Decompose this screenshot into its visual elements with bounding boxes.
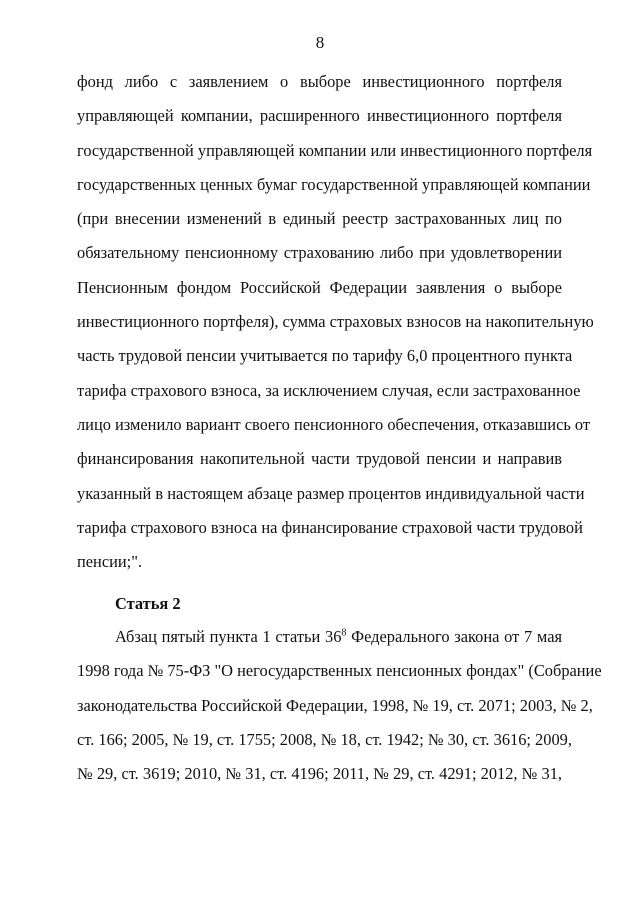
text-line: лицо изменило вариант своего пенсионного обеспечения, отказавшись от <box>77 414 591 434</box>
text-line: фонд либо с заявлением о выборе инвестиционного портфеля <box>77 72 562 91</box>
text-line: инвестиционного портфеля), сумма страховых взносов на накопительную <box>77 312 594 332</box>
text-line: часть трудовой пенсии учитывается по тарифу 6,0 процентного пункта <box>77 346 573 366</box>
text-line: указанный в настоящем абзаце размер процентов индивидуальной части <box>77 483 585 503</box>
paragraph-2 <box>77 620 602 791</box>
text-line: 1998 года № 75-ФЗ "О негосударственных пенсионных фондах" (Собрание <box>77 661 602 681</box>
text-line: Пенсионным фондом Российской Федерации заявления о выборе <box>77 277 562 297</box>
text-line: ст. 166; 2005, № 19, ст. 1755; 2008, № 18, ст. 1942; № 30, ст. 3616; 2009, <box>77 729 572 749</box>
paragraph-1 <box>77 65 594 579</box>
superscript: 8 <box>341 627 347 639</box>
text-line: государственных ценных бумаг государственной управляющей компании <box>77 174 591 194</box>
text-line: тарифа страхового взноса, за исключением случая, если застрахованное <box>77 380 581 400</box>
article-heading: Статья 2 <box>115 594 181 613</box>
text-line: государственной управляющей компании или инвестиционного портфеля <box>77 140 593 160</box>
text-line: обязательному пенсионному страхованию либо при удовлетворении <box>77 243 562 263</box>
page-number: 8 <box>315 33 325 52</box>
text-line: законодательства Российской Федерации, 1998, № 19, ст. 2071; 2003, № 2, <box>77 695 593 715</box>
text-line: № 29, ст. 3619; 2010, № 31, ст. 4196; 2011, № 29, ст. 4291; 2012, № 31, <box>77 764 562 784</box>
text-line: пенсии;". <box>77 552 142 572</box>
text-line: (при внесении изменений в единый реестр застрахованных лиц по <box>77 209 562 229</box>
text-line <box>77 620 562 654</box>
text-fragment: Федерального закона от 7 мая <box>346 627 563 646</box>
text-line: управляющей компании, расширенного инвестиционного портфеля <box>77 106 562 126</box>
text-line: тарифа страхового взноса на финансирование страховой части трудовой <box>77 517 583 537</box>
text-fragment: Абзац пятый пункта 1 статьи 36 <box>115 627 342 646</box>
text-line: финансирования накопительной части трудовой пенсии и направив <box>77 449 562 469</box>
